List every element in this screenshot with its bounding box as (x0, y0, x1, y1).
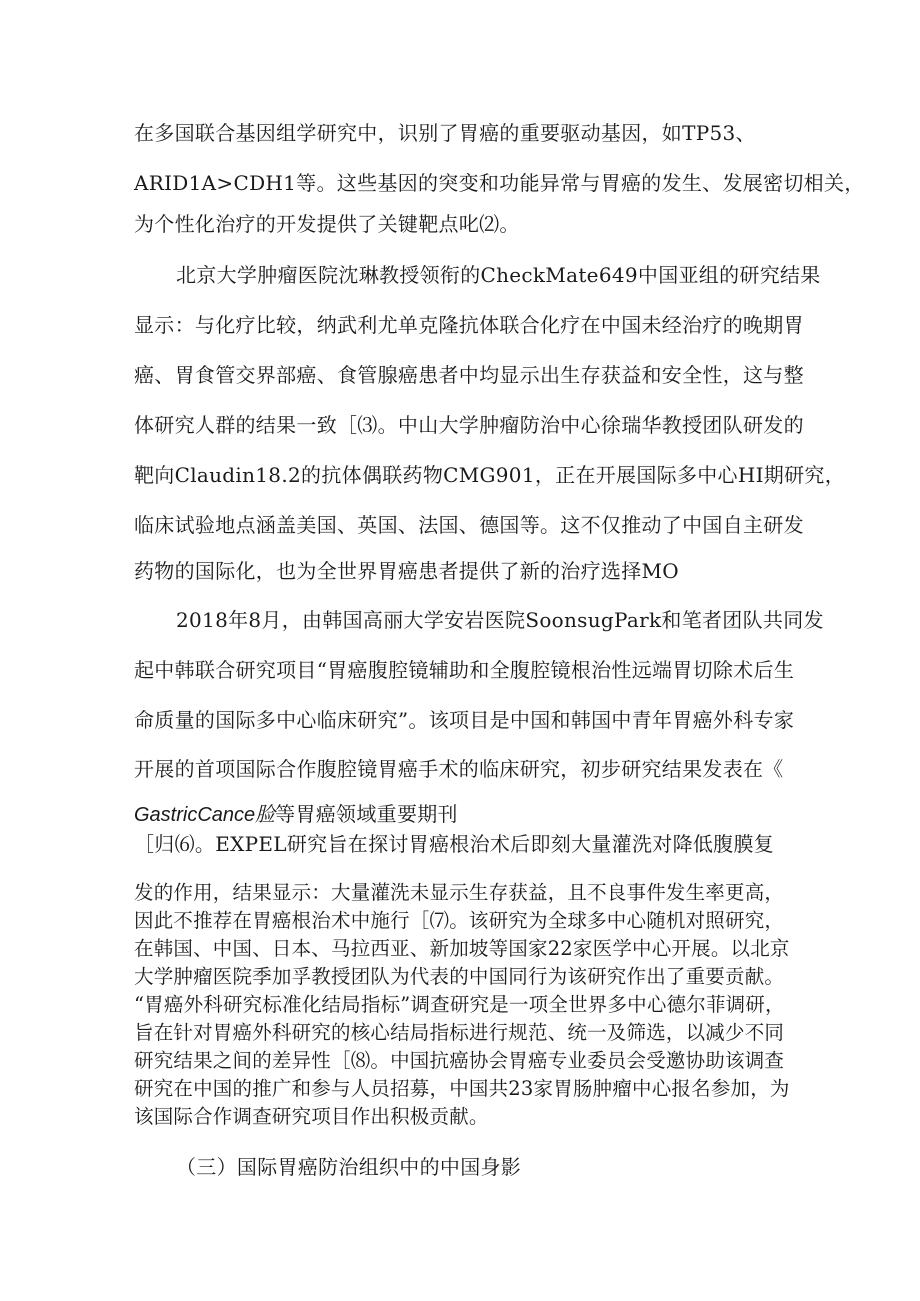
paragraph-1-line-2: ARID1A>CDH1等。这些基因的突变和功能异常与胃癌的发生、发展密切相关， (134, 171, 865, 195)
paragraph-3-line-2: 起中韩联合研究项目“胃癌腹腔镜辅助和全腹腔镜根治性远端胃切除术后生 (134, 658, 795, 682)
paragraph-2-line-1: 北京大学肿瘤医院沈琳教授领衔的CheckMate649中国亚组的研究结果 (176, 263, 821, 287)
paragraph-3-line-5-rest: 等胃癌领域重要期刊 (275, 802, 458, 826)
paragraph-3-line-13: 研究结果之间的差异性［⑻。中国抗癌协会胃癌专业委员会受邀协助该调查 (134, 1049, 785, 1072)
paragraph-2-line-2: 显示：与化疗比较，纳武利尤单克隆抗体联合化疗在中国未经治疗的晚期胃 (134, 313, 804, 337)
paragraph-2-line-6: 临床试验地点涵盖美国、英国、法国、德国等。这不仅推动了中国自主研发 (134, 513, 804, 537)
paragraph-2-line-4: 体研究人群的结果一致［⑶。中山大学肿瘤防治中心徐瑞华教授团队研发的 (134, 413, 804, 437)
paragraph-1-line-3: 为个性化治疗的开发提供了关键靶点叱⑵。 (134, 212, 520, 236)
paragraph-3-line-1: 2018年8月，由韩国高丽大学安岩医院SoonsugPark和笔者团队共同发 (176, 608, 824, 632)
paragraph-3-line-9: 在韩国、中国、日本、马拉西亚、新加坡等国家22家医学中心开展。以北京 (134, 937, 790, 960)
paragraph-2-line-7: 药物的国际化，也为全世界胃癌患者提供了新的治疗选择MO (134, 559, 679, 583)
journal-name-italic: GastricCance脸 (134, 804, 276, 826)
paragraph-3-line-11: “胃癌外科研究标准化结局指标”调查研究是一项全世界多中心德尔菲调研， (134, 993, 785, 1016)
paragraph-2-line-3: 癌、胃食管交界部癌、食管腺癌患者中均显示出生存获益和安全性，这与整 (134, 363, 804, 387)
paragraph-3-line-5 (134, 801, 458, 828)
paragraph-2-line-5: 靶向Claudin18.2的抗体偶联药物CMG901，正在开展国际多中心HI期研究， (134, 463, 845, 487)
paragraph-3-line-6: ［归⑹。EXPEL研究旨在探讨胃癌根治术后即刻大量灌洗对降低腹膜复 (134, 832, 775, 856)
paragraph-3-line-15: 该国际合作调查研究项目作出积极贡献。 (134, 1105, 489, 1128)
paragraph-3-line-3: 命质量的国际多中心临床研究”。该项目是中国和韩国中青年胃癌外科专家 (134, 708, 795, 732)
paragraph-3-line-10: 大学肿瘤医院季加孚教授团队为代表的中国同行为该研究作出了重要贡献。 (134, 965, 785, 988)
paragraph-3-line-7: 发的作用，结果显示：大量灌洗未显示生存获益，且不良事件发生率更高， (134, 881, 785, 904)
paragraph-1-line-1: 在多国联合基因组学研究中，识别了胃癌的重要驱动基因，如TP53、 (134, 121, 756, 145)
paragraph-3-line-4: 开展的首项国际合作腹腔镜胃癌手术的临床研究，初步研究结果发表在《 (134, 757, 784, 781)
paragraph-3-line-8: 因此不推荐在胃癌根治术中施行［⑺。该研究为全球多中心随机对照研究， (134, 909, 785, 932)
paragraph-3-line-12: 旨在针对胃癌外科研究的核心结局指标进行规范、统一及筛选，以减少不同 (134, 1021, 785, 1044)
paragraph-3-line-14: 研究在中国的推广和参与人员招募，中国共23家胃肠肿瘤中心报名参加，为 (134, 1077, 790, 1100)
section-heading: （三）国际胃癌防治组织中的中国身影 (176, 1155, 522, 1179)
